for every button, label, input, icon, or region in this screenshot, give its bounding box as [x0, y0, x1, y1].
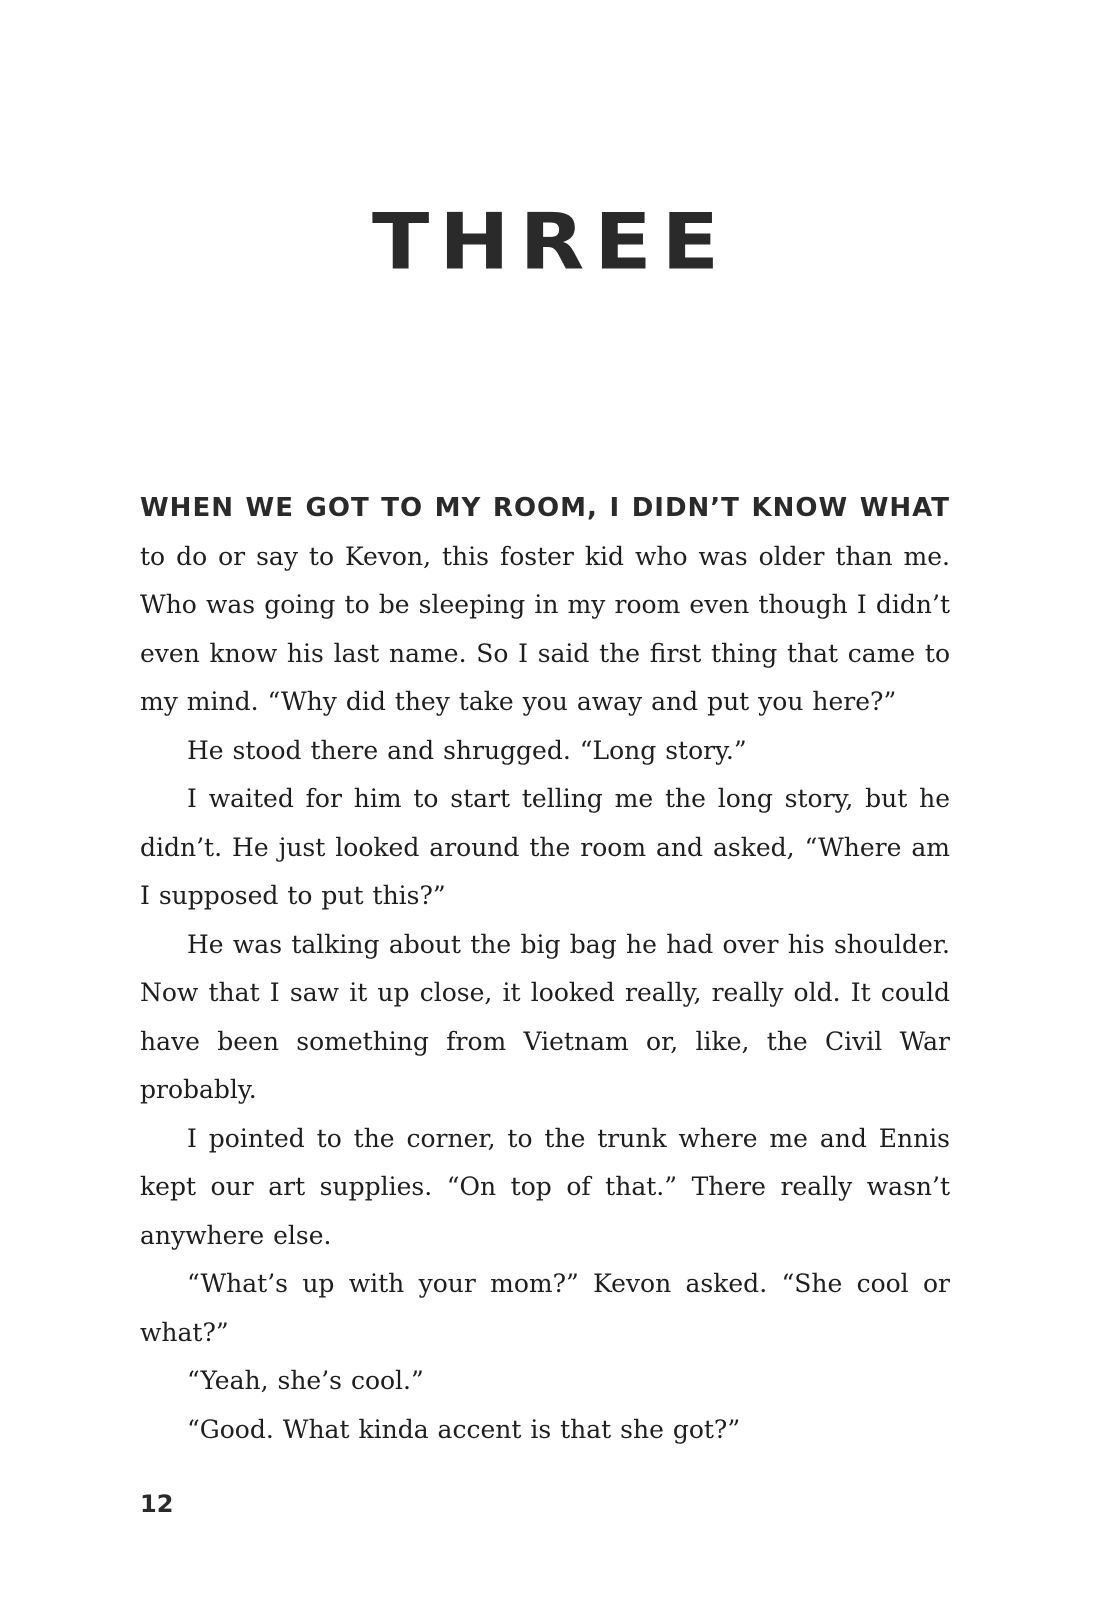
paragraph-7: “Yeah, she’s cool.”	[187, 1366, 424, 1395]
paragraph-1	[140, 484, 950, 727]
body-text	[140, 484, 950, 1454]
chapter-title: THREE	[371, 196, 730, 288]
paragraph-6: “What’s up with your mom?” Kevon asked. “She cool or what?”	[140, 1269, 950, 1347]
paragraph-1-text: to do or say to Kevon, this foster kid who was older than me. Who was going to be sleeping in my room even though I didn’t even know his last name. So I said the first thing that came to my mind. “Why did they take you away and put you here?”	[140, 541, 950, 716]
paragraph-8: “Good. What kinda accent is that she got?”	[187, 1414, 741, 1444]
page-number: 12	[140, 1490, 174, 1518]
lead-in-text: WHEN WE GOT TO MY ROOM, I DIDN’T KNOW WHAT	[140, 493, 950, 523]
paragraph-2: He stood there and shrugged. “Long story.”	[187, 735, 747, 765]
paragraph-5: I pointed to the corner, to the trunk where me and Ennis kept our art supplies. “On top of that.” There really wasn’t anywhere else.	[140, 1123, 950, 1250]
paragraph-4: He was talking about the big bag he had over his shoulder. Now that I saw it up close, it looked really, really old. It could have been something from Vietnam or, like, the Civil War probably.	[140, 929, 950, 1104]
paragraph-3: I waited for him to start telling me the long story, but he didn’t. He just looked around the room and asked, “Where am I supposed to put this?”	[140, 784, 950, 910]
